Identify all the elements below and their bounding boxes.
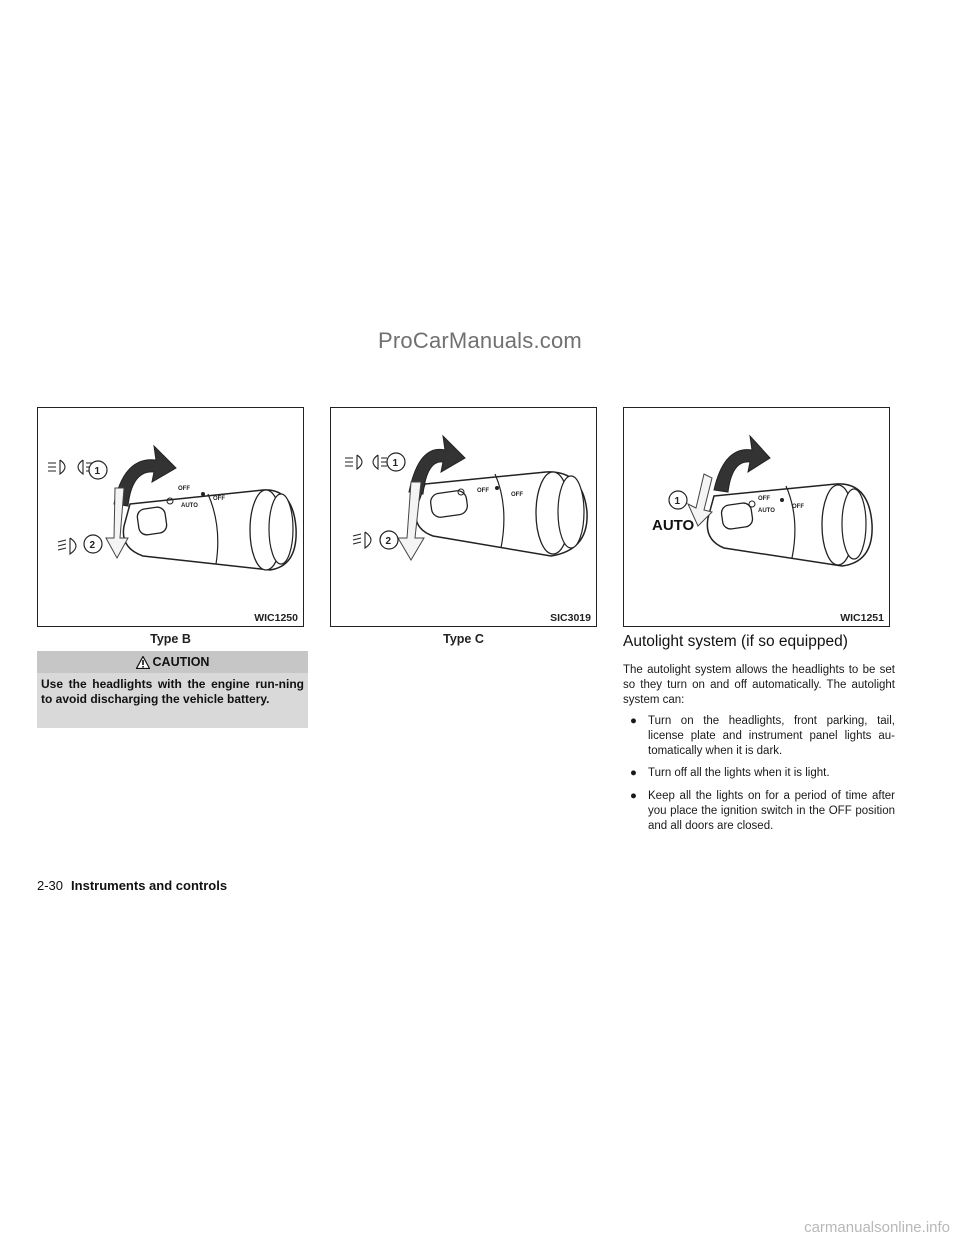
svg-text:AUTO: AUTO bbox=[181, 503, 198, 509]
figure-caption-type-b: Type B bbox=[150, 632, 191, 646]
bullet-marker: ● bbox=[630, 790, 637, 802]
headlight-switch-illustration-c bbox=[331, 408, 597, 627]
section-name: Instruments and controls bbox=[71, 878, 228, 893]
caution-heading bbox=[37, 651, 308, 673]
caution-text: Use the headlights with the engine run-ning to avoid discharging the vehicle battery. bbox=[41, 677, 304, 706]
warning-icon bbox=[136, 656, 150, 669]
headlight-switch-illustration-b bbox=[38, 408, 304, 627]
svg-text:OFF: OFF bbox=[511, 492, 523, 498]
figure-code: WIC1250 bbox=[254, 612, 298, 624]
svg-text:OFF: OFF bbox=[758, 496, 770, 502]
svg-text:OFF: OFF bbox=[792, 504, 804, 510]
svg-text:AUTO: AUTO bbox=[652, 517, 695, 534]
svg-text:2: 2 bbox=[385, 536, 392, 547]
svg-text:OFF: OFF bbox=[477, 488, 489, 494]
list-item bbox=[623, 789, 895, 834]
page-footer bbox=[37, 878, 227, 893]
list-item-text: Turn off all the lights when it is light. bbox=[648, 767, 830, 779]
svg-text:1: 1 bbox=[392, 458, 399, 469]
svg-text:1: 1 bbox=[94, 466, 101, 477]
figure-type-b bbox=[37, 407, 304, 627]
figure-code: SIC3019 bbox=[550, 612, 591, 624]
page-number: 2-30 bbox=[37, 878, 64, 893]
svg-text:OFF: OFF bbox=[213, 496, 225, 502]
watermark-bottom: carmanualsonline.info bbox=[804, 1219, 950, 1236]
bullet-marker: ● bbox=[630, 715, 637, 727]
section-intro: The autolight system allows the headlights to be set so they turn on and off automatically. The autolight system can: bbox=[623, 664, 895, 706]
autolight-switch-illustration bbox=[624, 408, 890, 627]
list-item-text: Keep all the lights on for a period of time after you place the ignition switch in the OFF position and all doors are closed. bbox=[648, 790, 895, 832]
svg-text:AUTO: AUTO bbox=[758, 508, 775, 514]
figure-autolight bbox=[623, 407, 890, 627]
list-item bbox=[623, 766, 895, 781]
section-title: Autolight system (if so equipped) bbox=[623, 633, 848, 650]
watermark-top: ProCarManuals.com bbox=[378, 328, 582, 353]
figure-type-c bbox=[330, 407, 597, 627]
figure-code: WIC1251 bbox=[840, 612, 884, 624]
caution-heading-text: CAUTION bbox=[152, 655, 210, 669]
svg-text:OFF: OFF bbox=[178, 486, 190, 492]
list-item bbox=[623, 714, 895, 759]
svg-text:1: 1 bbox=[674, 496, 681, 507]
bullet-marker: ● bbox=[630, 767, 637, 779]
figure-caption-type-c: Type C bbox=[443, 632, 484, 646]
list-item-text: Turn on the headlights, front parking, tail, license plate and instrument panel lights au-tomatically when it is dark. bbox=[648, 715, 895, 757]
svg-text:2: 2 bbox=[89, 540, 96, 551]
caution-box bbox=[37, 651, 308, 728]
